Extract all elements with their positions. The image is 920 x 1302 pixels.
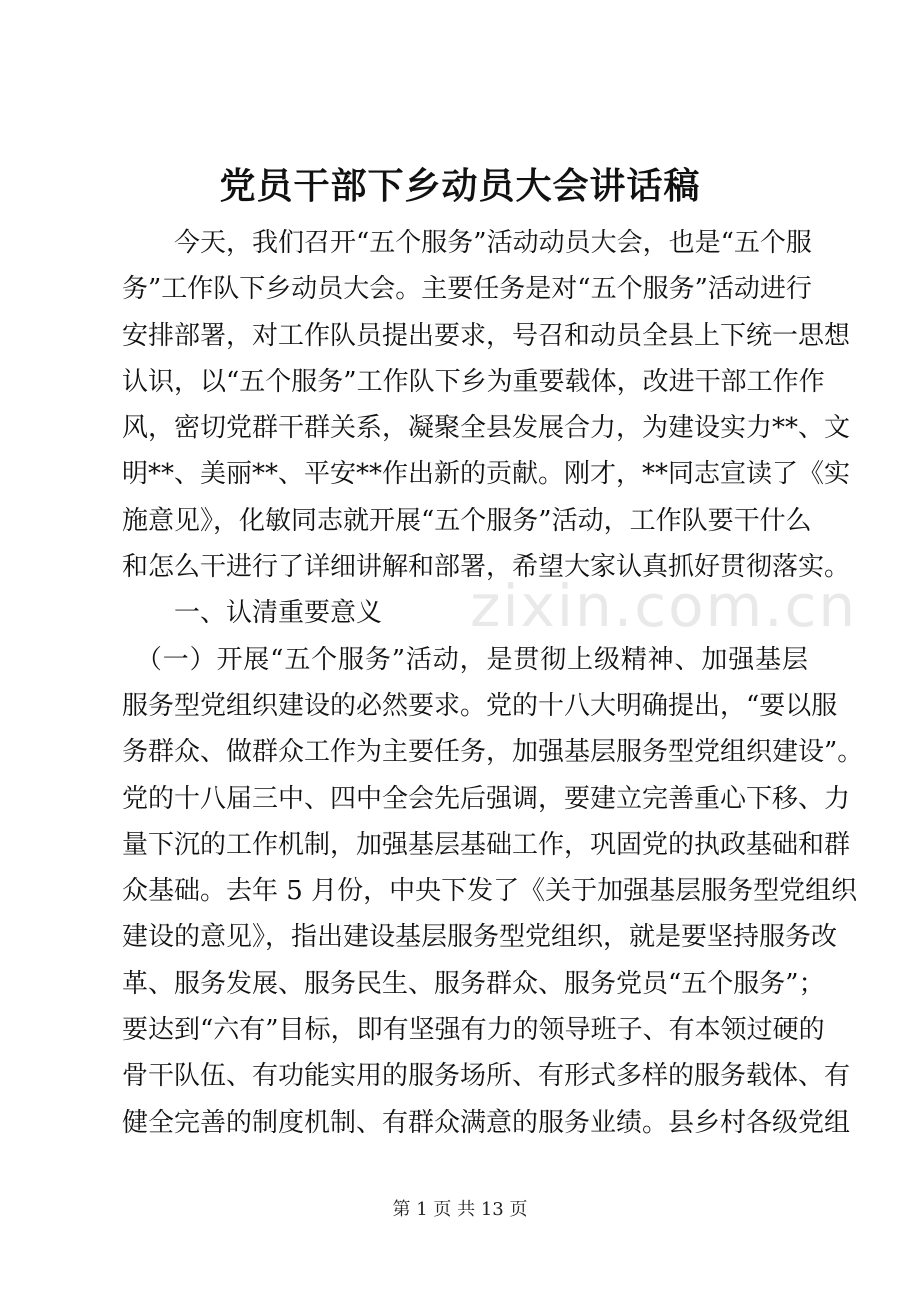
body-line: 众基础。去年 5 月份，中央下发了《关于加强基层服务型党组织 xyxy=(122,876,858,907)
body-line: 和怎么干进行了详细讲解和部署，希望大家认真抓好贯彻落实。 xyxy=(122,552,851,583)
body-line: 服务型党组织建设的必然要求。党的十八大明确提出，“要以服 xyxy=(122,690,838,721)
document-title: 党员干部下乡动员大会讲话稿 xyxy=(219,165,701,207)
body-line: 建设的意见》，指出建设基层服务型党组织，就是要坚持服务改 xyxy=(122,922,838,953)
body-line: 施意见》，化敏同志就开展“五个服务”活动，工作队要干什么 xyxy=(122,505,812,536)
body-line: 今天，我们召开“五个服务”活动动员大会，也是“五个服 xyxy=(122,228,812,258)
body-line: 认识，以“五个服务”工作队下乡为重要载体，改进干部工作作 xyxy=(122,366,825,397)
body-line: 务”工作队下乡动员大会。主要任务是对“五个服务”活动进行 xyxy=(122,274,812,305)
body-line: （一）开展“五个服务”活动，是贯彻上级精神、加强基层 xyxy=(122,644,808,675)
body-line: 务群众、做群众工作为主要任务，加强基层服务型党组织建设”。 xyxy=(122,737,864,768)
body-line: 要达到“六有”目标，即有坚强有力的领导班子、有本领过硬的 xyxy=(122,1015,825,1046)
body-line: 风，密切党群干群关系，凝聚全县发展合力，为建设实力**、文 xyxy=(122,413,851,444)
section-heading: 一、认清重要意义 xyxy=(122,598,383,629)
body-line: 革、服务发展、服务民生、服务群众、服务党员“五个服务”； xyxy=(122,968,825,999)
body-line: 健全完善的制度机制、有群众满意的服务业绩。县乡村各级党组 xyxy=(122,1107,851,1138)
body-line: 骨干队伍、有功能实用的服务场所、有形式多样的服务载体、有 xyxy=(122,1061,851,1092)
body-line: 量下沉的工作机制，加强基层基础工作，巩固党的执政基础和群 xyxy=(122,829,851,860)
body-line: 明**、美丽**、平安**作出新的贡献。刚才，**同志宣读了《实 xyxy=(122,459,851,490)
body-line: 党的十八届三中、四中全会先后强调，要建立完善重心下移、力 xyxy=(122,783,851,814)
document-body xyxy=(122,220,864,1146)
watermark: zixin.com.cn xyxy=(470,572,858,640)
page-footer: 第 1 页 共 13 页 xyxy=(392,1199,528,1220)
body-line: 安排部署，对工作队员提出要求，号召和动员全县上下统一思想 xyxy=(122,320,851,351)
